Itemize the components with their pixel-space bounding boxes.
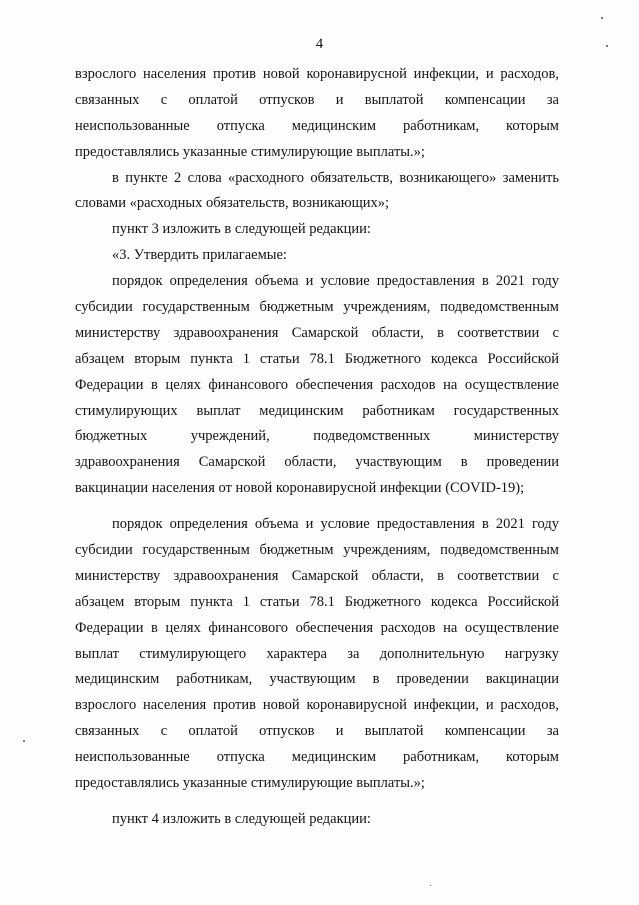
text-line: пункт 3 изложить в следующей редакции: [112, 221, 371, 238]
document-body [75, 62, 559, 833]
text-line: абзацем вторым пункта 1 статьи 78.1 Бюджетного кодекса Российской [75, 350, 559, 367]
paragraph-gap [75, 797, 559, 807]
text-line: стимулирующих выплат медицинским работникам государственных [75, 402, 559, 419]
text-line: выплат стимулирующего характера за дополнительную нагрузку [75, 645, 559, 662]
text-line: словами «расходных обязательств, возникающих»; [75, 195, 390, 212]
text-line: связанных с оплатой отпусков и выплатой компенсации за [75, 91, 559, 108]
text-line: взрослого населения против новой коронавирусной инфекции, и расходов, [75, 697, 559, 714]
text-line: неиспользованные отпуска медицинским работникам, которым [75, 749, 559, 766]
text-line: министерству здравоохранения Самарской области, в соответствии с [75, 324, 559, 341]
text-line: бюджетных учреждений, подведомственных министерству [75, 428, 559, 445]
text-line: в пункте 2 слова «расходного обязательств, возникающего» заменить [112, 169, 559, 186]
text-line: Федерации в целях финансового обеспечения расходов на осуществление [75, 619, 559, 636]
text-line: пункт 4 изложить в следующей редакции: [112, 810, 371, 827]
scan-speck [606, 45, 608, 47]
text-line: субсидии государственным бюджетным учреждениям, подведомственным [75, 299, 559, 316]
text-line: Федерации в целях финансового обеспечения расходов на осуществление [75, 376, 559, 393]
text-line: взрослого населения против новой коронавирусной инфекции, и расходов, [75, 66, 559, 82]
text-line: медицинским работникам, участвующим в проведении вакцинации [75, 671, 559, 688]
text-line: неиспользованные отпуска медицинским работникам, которым [75, 117, 559, 134]
scan-speck [23, 740, 25, 742]
text-line: абзацем вторым пункта 1 статьи 78.1 Бюджетного кодекса Российской [75, 593, 559, 610]
text-line: здравоохранения Самарской области, участвующим в проведении [75, 454, 559, 471]
text-line: предоставлялись указанные стимулирующие выплаты.»; [75, 775, 425, 792]
text-line: связанных с оплатой отпусков и выплатой компенсации за [75, 723, 559, 740]
page-number: 4 [315, 36, 324, 52]
scan-speck [601, 17, 603, 19]
paragraph-gap [75, 502, 559, 512]
text-line: предоставлялись указанные стимулирующие выплаты.»; [75, 143, 425, 160]
text-line: вакцинации населения от новой коронавирусной инфекции (COVID-19); [75, 480, 525, 497]
text-line: порядок определения объема и условие предоставления в 2021 году [112, 273, 559, 290]
text-line: министерству здравоохранения Самарской области, в соответствии с [75, 567, 559, 584]
text-line: порядок определения объема и условие предоставления в 2021 году [112, 516, 559, 533]
scan-speck [430, 885, 431, 886]
text-line: субсидии государственным бюджетным учреждениям, подведомственным [75, 542, 559, 559]
text-line: «3. Утвердить прилагаемые: [112, 247, 287, 264]
